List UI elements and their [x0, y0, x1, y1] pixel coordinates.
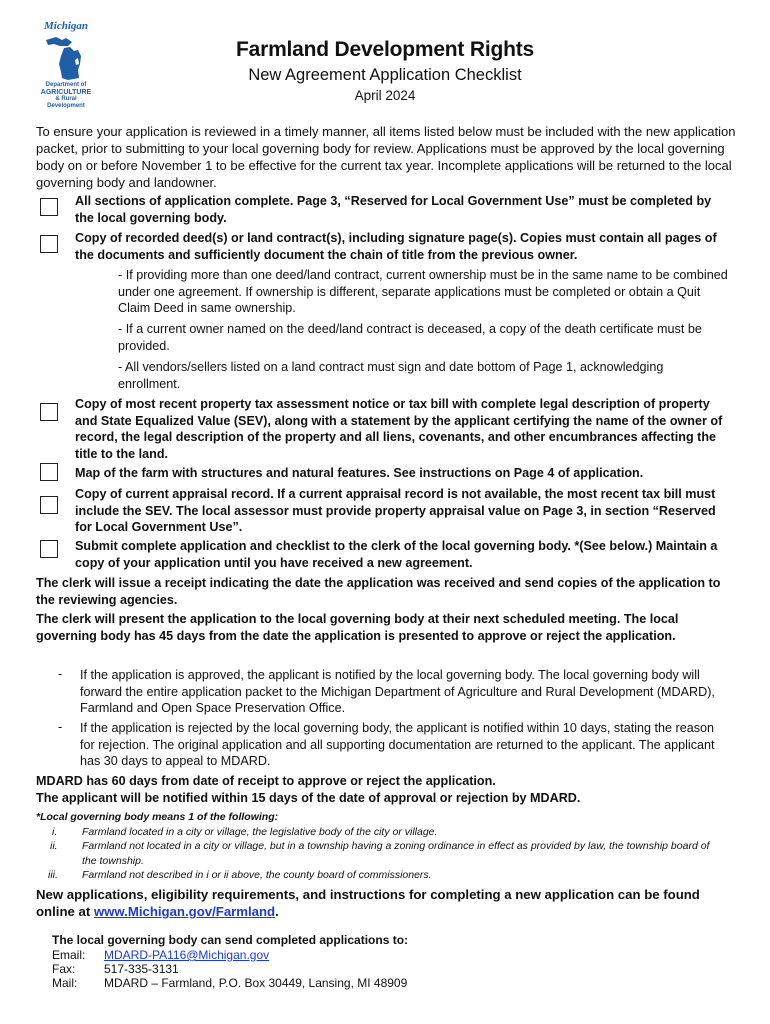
mdard-approval-line: MDARD has 60 days from date of receipt to approve or reject the application.	[36, 774, 496, 788]
checklist-item-farm-map: Map of the farm with structures and natural features. See instructions on Page 4 of application.	[75, 466, 644, 480]
logo-wordmark: Michigan	[43, 20, 88, 32]
footnote-num-iii: iii.	[48, 869, 58, 881]
mail-address: MDARD – Farmland, P.O. Box 30449, Lansing, MI 48909	[104, 976, 408, 990]
online-info-text: New applications, eligibility requirements, and instructions for completing a new application can be found online at	[36, 887, 700, 919]
email-value-wrap	[104, 948, 269, 963]
checkbox-appraisal-record[interactable]	[40, 496, 58, 514]
clerk-receipt-paragraph: The clerk will issue a receipt indicating the date the application was received and send copies of the application to the reviewing agencies.	[36, 576, 721, 607]
rejected-bullet: If the application is rejected by the local governing body, the applicant is notified within 10 days, stating the reason for rejection. The original application and all supporting documentation are returned to the applicant. The applicant has 30 days to appeal to MDARD.	[80, 721, 715, 769]
checklist-item-appraisal-record: Copy of current appraisal record. If a current appraisal record is not available, the most recent tax bill must include the SEV. The local assessor must provide property appraisal value on Page 3, in section “Reserved for Local Government Use”.	[75, 487, 716, 535]
farmland-website-link[interactable]: www.Michigan.gov/Farmland	[93, 904, 276, 919]
checklist-item-sections-complete: All sections of application complete. Page 3, “Reserved for Local Government Use” must be completed by the local governing body.	[75, 194, 712, 225]
checkbox-deed-copy[interactable]	[40, 235, 58, 253]
document-date: April 2024	[354, 88, 416, 103]
checklist-item-deed-copy: Copy of recorded deed(s) or land contract(s), including signature page(s). Copies must contain all pages of the documents and sufficiently document the chain of title from the previous owner.	[75, 231, 717, 262]
checkbox-sections-complete[interactable]	[40, 198, 58, 216]
document-subtitle: New Agreement Application Checklist	[248, 66, 522, 84]
deed-subitem-multiple-deeds: - If providing more than one deed/land contract, current ownership must be in the same name to be combined under one agreement. If ownership is different, separate applications must be completed or obtain a Quit Claim Deed in same ownership.	[118, 268, 728, 316]
clerk-present-paragraph: The clerk will present the application to the local governing body at their next scheduled meeting. The local governing body has 45 days from the date the application is presented to approve or reject the application.	[36, 612, 679, 643]
checkbox-submit-application[interactable]	[40, 540, 58, 558]
email-link[interactable]: MDARD-PA116@Michigan.gov	[104, 948, 270, 962]
footnote-item-iii: Farmland not described in i or ii above, the county board of commissioners.	[82, 869, 432, 881]
footnote-item-i: Farmland located in a city or village, the legislative body of the city or village.	[82, 826, 438, 838]
intro-paragraph: To ensure your application is reviewed in a timely manner, all items listed below must be included with the new application packet, prior to submitting to your local governing body for review. Applications must be approved by the local governing body on or before November 1 to be effective for the current tax year. Incomplete applications will be returned to the local governing body and landowner.	[36, 124, 736, 190]
bullet-mark-approved: -	[58, 667, 63, 681]
email-label: Email:	[52, 948, 86, 962]
deed-subitem-vendors-sign: - All vendors/sellers listed on a land contract must sign and date bottom of Page 1, acknowledging enrollment.	[118, 360, 664, 391]
footnote-num-i: i.	[52, 826, 58, 838]
online-info-paragraph	[36, 886, 736, 920]
bullet-mark-rejected: -	[58, 720, 63, 734]
online-info-period: .	[275, 904, 279, 919]
logo-dept-line1: Department of	[45, 82, 87, 88]
checkbox-farm-map[interactable]	[40, 463, 58, 481]
document-title: Farmland Development Rights	[236, 38, 534, 61]
footnote-heading: *Local governing body means 1 of the following:	[36, 811, 279, 823]
checkbox-tax-assessment[interactable]	[40, 403, 58, 421]
footnote-item-ii: Farmland not located in a city or village, but in a township having a zoning ordinance in effect as provided by law, the township board of the township.	[82, 840, 710, 867]
checklist-item-submit-application: Submit complete application and checklist to the clerk of the local governing body. *(See below.) Maintain a copy of your application until you have received a new agreement.	[75, 539, 718, 570]
logo-dept-line3: & Rural Development	[47, 96, 85, 109]
mdard-notification-line: The applicant will be notified within 15 days of the date of approval or rejection by MDARD.	[36, 791, 581, 805]
deed-subitem-deceased-owner: - If a current owner named on the deed/land contract is deceased, a copy of the death certificate must be provided.	[118, 322, 702, 353]
fax-number: 517-335-3131	[104, 962, 179, 976]
contact-heading: The local governing body can send completed applications to:	[52, 933, 409, 947]
logo-dept-line2: AGRICULTURE	[40, 89, 92, 96]
approved-bullet: If the application is approved, the applicant is notified by the local governing body. The local governing body will forward the entire application packet to the Michigan Department of Agriculture and Rural Development (MDARD), Farmland and Open Space Preservation Office.	[80, 668, 715, 716]
fax-label: Fax:	[52, 962, 76, 976]
mail-label: Mail:	[52, 976, 78, 990]
footnote-num-ii: ii.	[50, 840, 58, 852]
checklist-item-tax-assessment: Copy of most recent property tax assessment notice or tax bill with complete legal description of property and State Equalized Value (SEV), along with a statement by the applicant certifying the name of the owner of record, the legal description of the property and all liens, covenants, and other encumbrances affecting the title to the land.	[75, 397, 723, 461]
